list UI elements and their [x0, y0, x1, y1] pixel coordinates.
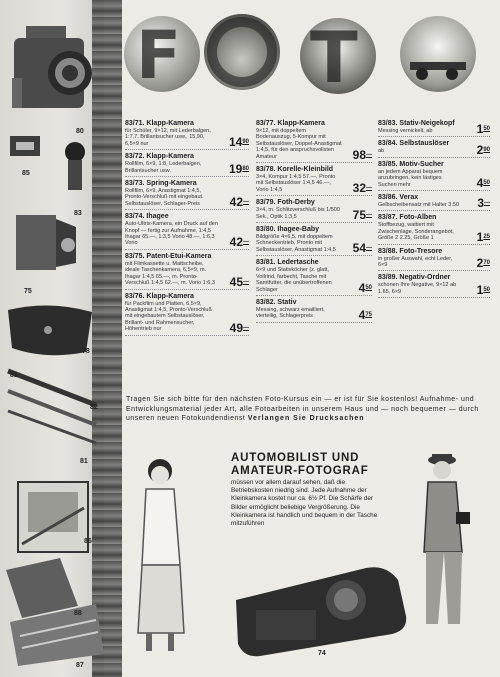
- item-title: Klapp-Kamera: [277, 120, 325, 127]
- svg-text:T: T: [310, 18, 358, 94]
- product-number: 82: [90, 404, 98, 411]
- man-with-camera-illustration: [404, 452, 484, 632]
- item-title: Foth-Derby: [277, 199, 315, 207]
- catalog-item: 83/89. Negativ-Ordner schonen Ihre Negative, 9×12 ab 1.65, 6×9 $1^{50}$: [378, 274, 490, 298]
- catalog-item: 83/81. Ledertasche 6×9 und Stativköcher (z. glatt, Vollrind, farbecht, Tasche mit Samtfutter, die unübertroffenen Schlager $4^{50}$: [256, 259, 372, 295]
- catalog-item: 83/83. Stativ-Neigekopf Messing vernickelt, ab $1^{50}$: [378, 120, 490, 137]
- catalog-item: 83/88. Foto-Tresore in großer Auswahl, echt Leder, 6×9 $2^{70}$: [378, 247, 490, 271]
- catalog-item: 83/85. Motiv-Sucher an jedem Apparat bequem anzubringen, kein lästiges Suchen mehr $4^{50}$: [378, 160, 490, 191]
- item-description: Stoffbezug, wattiert mit Zwischenlage, Sonderangebot, Größe 2 2.25, Größe 1: [378, 222, 454, 242]
- catalog-item: 83/75. Patent-Etui-Kamera mit Filmkassette u. Mattscheibe, ideale Taschenkamera, 6,5×9, m. Ihagar 1:4,5 65.—, m. Pronto-Verschluß 1:4,5 62.—, m. Vorio 1:6,3 45—: [125, 252, 249, 289]
- product-number: 75: [24, 288, 32, 295]
- item-title: Klapp-Kamera: [146, 292, 194, 300]
- item-price: $1^{50}$: [476, 283, 490, 298]
- item-description: Auto-Ultrix-Kamera, ein Druck auf den Knopf — fertig zur Aufnahme, 1:4,5 Ihagar 65.—, 1:3,5 Vorio 48.—, 1:6,3 Vorio: [125, 221, 218, 247]
- item-title: Patent-Etui-Kamera: [146, 252, 212, 260]
- product-number: 88: [74, 610, 82, 617]
- item-description: Messing, schwarz emailliert, vierteilig, Schlagerpreis: [256, 306, 325, 320]
- item-description: ab: [378, 148, 385, 155]
- catalog-item: 83/77. Klapp-Kamera 9×12, mit doppeltem Bodenauszug, 5-Kompur mit Selbstauslöser, Doppel-Anastigmat 1:4,5, für den anspruchsvollsten Amateur 98—: [256, 120, 372, 163]
- item-description: mit Filmkassette u. Mattscheibe, ideale Taschenkamera, 6,5×9, m. Ihagar 1:4,5 65.—, m. Pronto-Verschluß 1:4,5 62.—, m. Vorio 1:6,3: [125, 260, 215, 287]
- catalog-column-1: [125, 120, 249, 339]
- item-description: Rollfilm, 6×9, 1:8, Lederbalgen, Brillantsucher usw.: [125, 161, 202, 174]
- product-number: 81: [10, 372, 18, 379]
- catalog-item: 83/86. Verax Gelbscheibensatz mit Halter 3.50 3—: [378, 194, 490, 211]
- heading-letter-o2-photo: [400, 16, 476, 92]
- catalog-item: 83/87. Foto-Alben Stoffbezug, wattiert mit Zwischenlage, Sonderangebot, Größe 2 2.25, Größe 1 $1^{25}$: [378, 214, 490, 244]
- item-description: Bildgröße 4×6,5, mit doppeltem Schneckentrieb, Pronto mit Selbstauslöser, Anastigmat 1:4,5: [256, 234, 336, 253]
- item-description: 3×4, m. Schlitzverschluß bis 1/500 Sek., Optik 1:3,5: [256, 207, 340, 220]
- small-camera-illustration: [226, 560, 416, 660]
- request-brochure-text: Verlangen Sie Drucksachen: [247, 415, 365, 423]
- catalog-item: 83/74. Ihagee Auto-Ultrix-Kamera, ein Druck auf den Knopf — fertig zur Aufnahme, 1:4,5 Ihagar 65.—, 1:3,5 Vorio 48.—, 1:6,3 Vorio 42—: [125, 213, 249, 249]
- item-description: Gelbscheibensatz mit Halter 3.50: [378, 202, 460, 209]
- item-description: für Packfilm und Platten, 6,5×9, Anastigmat 1:4,5, Pronto-Verschluß mit eingebautem Selbstauslöser, Brillant- und Rahmensucher, Höhentrieb nur: [125, 300, 212, 333]
- item-description: schonen Ihre Negative, 9×12 ab 1.65, 6×9: [378, 282, 457, 295]
- item-price: $1^{50}$: [476, 122, 490, 137]
- svg-text:F: F: [136, 17, 182, 92]
- camera-80-illustration: [8, 18, 100, 128]
- catalog-item: 83/71. Klapp-Kamera für Schüler, 9×12, mit Lederbalgen, 1:7,7, Brillantsucher usw., 15,90, 6,5×9 nur $14^{90}$: [125, 120, 249, 150]
- item-price: $19^{80}$: [228, 162, 249, 177]
- item-description: für Schüler, 9×12, mit Lederbalgen, 1:7,7, Brillantsucher usw., 15,90, 6,5×9 nur: [125, 128, 211, 147]
- item-title: Verax: [399, 194, 419, 202]
- item-title: Foto-Tresore: [399, 247, 443, 255]
- page-number: 74: [318, 650, 326, 657]
- item-title: Spring-Kamera: [146, 180, 197, 188]
- catalog-item: 83/82. Stativ Messing, schwarz emailliert, vierteilig, Schlagerpreis $4^{75}$: [256, 298, 372, 322]
- albums-88-87-illustration: [0, 556, 104, 666]
- folding-camera-75-illustration: [10, 205, 80, 280]
- item-description: 6×9 und Stativköcher (z. glatt, Vollrind, farbecht, Tasche mit Samtfutter, die unübertroffenen Schlager: [256, 267, 332, 293]
- item-description: an jedem Apparat bequem anzubringen, kein lästiges Suchen mehr: [378, 168, 443, 188]
- item-title: Ihagee-Baby: [277, 226, 320, 234]
- item-price: $2^{70}$: [476, 256, 490, 271]
- item-description: Rollfilm, 6×9, Anastigmat 1:4,5, Pronto-Verschluß mit eingebaut. Selbstauslöser, Schlager-Preis: [125, 188, 204, 207]
- tripod-81-82-illustration: [4, 365, 100, 445]
- item-price: 45—: [229, 274, 249, 289]
- catalog-item: 83/73. Spring-Kamera Rollfilm, 6×9, Anastigmat 1:4,5, Pronto-Verschluß mit eingebaut. Selbstauslöser, Schlager-Preis 42—: [125, 180, 249, 210]
- item-title: Selbstauslöser: [399, 140, 450, 148]
- item-price: $4^{75}$: [358, 307, 372, 322]
- catalog-item: 83/80. Ihagee-Baby Bildgröße 4×6,5, mit doppeltem Schneckentrieb, Pronto mit Selbstauslöser, Anastigmat 1:4,5 54—: [256, 226, 372, 256]
- viewfinder-85-illustration: [8, 130, 48, 170]
- item-price: 98—: [352, 148, 372, 163]
- item-price: 75—: [352, 208, 372, 223]
- catalog-item: 83/84. Selbstauslöser ab $2^{90}$: [378, 140, 490, 157]
- trees-icon: [300, 18, 376, 94]
- swan-icon: [124, 16, 200, 92]
- item-title: Ihagee: [146, 213, 169, 221]
- feature-body: müssen vor allem darauf sehen, daß die Betriebskosten niedrig sind. Jede Aufnahme der Kleinkamera kostet nur ca. 6½ Pf. Die Schärfe der Bilder ermöglicht beliebige Vergrößerung. Die Kleinkamera ist handlich und bequem in der Tasche mitzuführen: [231, 479, 378, 528]
- ducks-icon: [204, 14, 280, 90]
- item-description: 9×12, mit doppeltem Bodenauszug, 5-Kompur mit Selbstauslöser, Doppel-Anastigmat 1:4,5, für den anspruchsvollsten Amateur: [256, 128, 342, 160]
- catalog-item: 83/79. Foth-Derby 3×4, m. Schlitzverschluß bis 1/500 Sek., Optik 1:3,5 75—: [256, 199, 372, 223]
- item-price: $4^{50}$: [358, 280, 372, 295]
- catalog-column-2: [256, 120, 372, 326]
- item-title: Klapp-Kamera: [146, 153, 194, 161]
- item-title: Stativ-Neigekopf: [399, 120, 455, 127]
- notice-text: Tragen Sie sich bitte für den nächsten Foto-Kursus ein — er ist für Sie kostenlos! Aufnahme- und Entwicklungsmaterial jeder Art, alle Fotoarbeiten in unserem Haus und — noch bequemer — durch unseren neuen Fotokundendienst: [126, 396, 479, 423]
- heading-letter-f-photo: [124, 16, 200, 92]
- item-price: $14^{90}$: [228, 135, 249, 150]
- product-number: 80: [76, 128, 84, 135]
- item-price: 42—: [229, 195, 249, 210]
- product-number: 78: [82, 348, 90, 355]
- item-description: Messing vernickelt, ab: [378, 128, 433, 134]
- item-price: 49—: [229, 320, 249, 335]
- catalog-column-3: [378, 120, 490, 301]
- item-price: 42—: [229, 234, 249, 249]
- item-description: 3×4, Kompur 1:4,5 57.—, Pronto mit Selbstauslöser 1:4,5 46.—, Vorio 1:4,5: [256, 174, 336, 193]
- catalog-item: 83/76. Klapp-Kamera für Packfilm und Platten, 6,5×9, Anastigmat 1:4,5, Pronto-Verschluß mit eingebautem Selbstauslöser, Brillant- und Rahmensucher, Höhentrieb nur 49—: [125, 292, 249, 335]
- item-title: Stativ: [277, 298, 297, 306]
- item-price: 32—: [352, 181, 372, 196]
- foto-heading: [124, 14, 484, 104]
- item-price: $2^{90}$: [476, 142, 490, 157]
- filter-set-86-illustration: [14, 478, 94, 558]
- catalog-item: 83/72. Klapp-Kamera Rollfilm, 6×9, 1:8, Lederbalgen, Brillantsucher usw. $19^{80}$: [125, 153, 249, 177]
- product-number: 85: [22, 170, 30, 177]
- item-title: Klapp-Kamera: [146, 120, 194, 127]
- horse-carriage-icon: [400, 16, 476, 92]
- item-title: Negativ-Ordner: [399, 274, 451, 282]
- item-description: in großer Auswahl, echt Leder, 6×9: [378, 255, 453, 269]
- catalog-item: 83/78. Korelle-Kleinbild 3×4, Kompur 1:4,5 57.—, Pronto mit Selbstauslöser 1:4,5 46.—, Vorio 1:4,5 32—: [256, 166, 372, 196]
- photo-course-notice: [126, 395, 492, 424]
- product-number: 83: [74, 210, 82, 217]
- heading-letter-t-photo: [300, 18, 376, 94]
- item-title: Foto-Alben: [399, 214, 437, 222]
- item-title: Motiv-Sucher: [399, 160, 444, 168]
- heading-letter-o1-photo: [204, 14, 280, 90]
- item-price: 54—: [352, 241, 372, 256]
- product-number: 87: [76, 662, 84, 669]
- item-price: $4^{50}$: [476, 176, 490, 191]
- item-price: $1^{25}$: [476, 229, 490, 244]
- tripod-head-83-illustration: [58, 140, 92, 200]
- item-title: Korelle-Kleinbild: [277, 166, 334, 174]
- product-number: 86: [84, 538, 92, 545]
- product-number: 81: [80, 458, 88, 465]
- item-title: Ledertasche: [277, 259, 319, 267]
- woman-figure-illustration: [124, 455, 196, 655]
- feature-title: AUTOMOBILIST UND AMATEUR-FOTOGRAF: [231, 452, 369, 477]
- item-price: 3—: [477, 196, 490, 211]
